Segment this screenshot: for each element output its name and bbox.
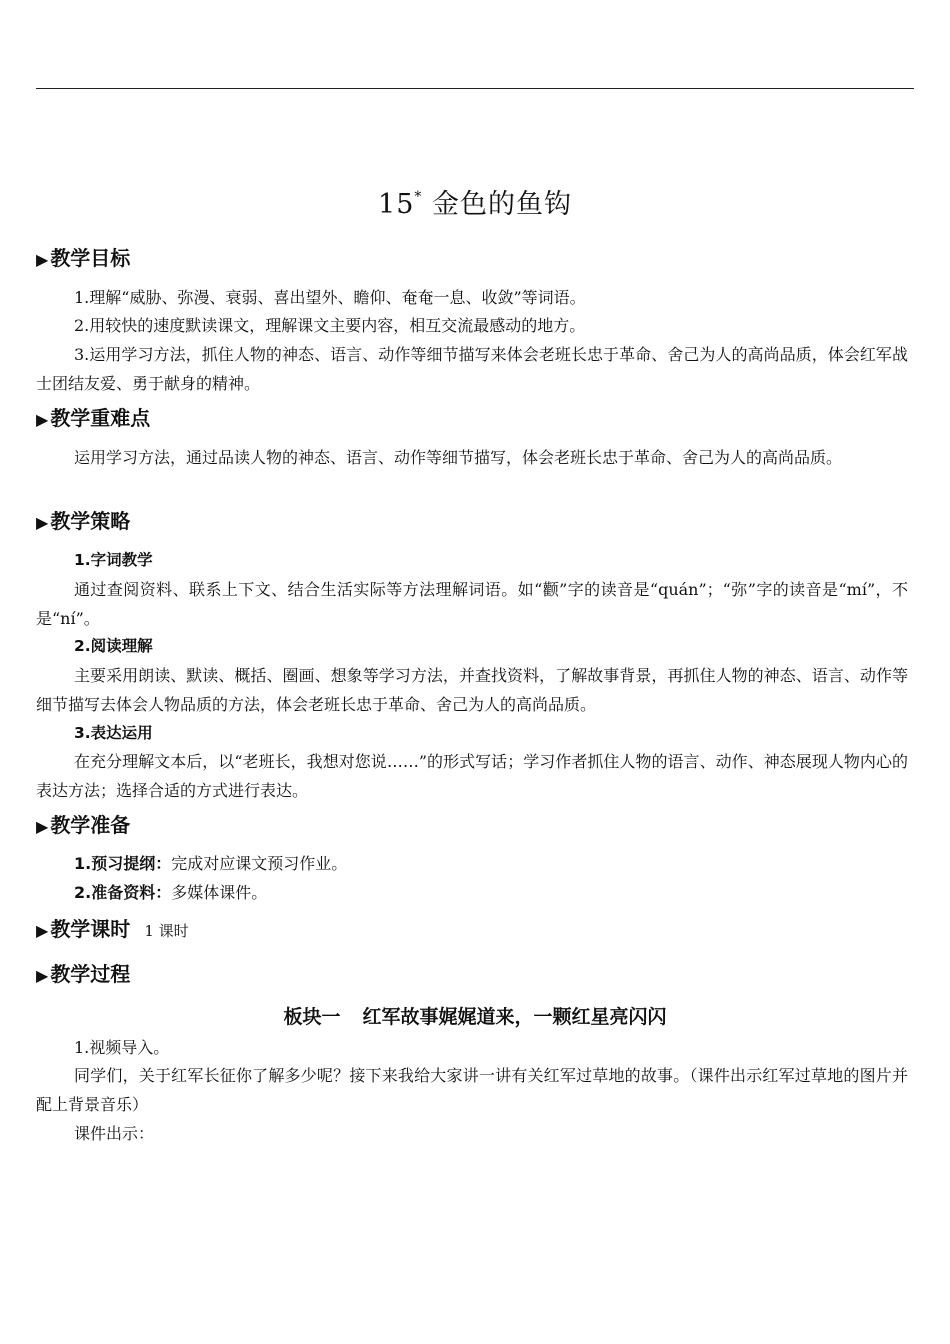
strategy-text-1: 通过查阅资料、联系上下文、结合生活实际等方法理解词语。如“颧”字的读音是“quán”；“弥”字的读音是“mí”，不是“ní”。 [36,580,908,628]
key-points-text: 运用学习方法，通过品读人物的神态、语言、动作等细节描写，体会老班长忠于革命、舍己为人的高尚品质。 [74,448,843,467]
lesson-mark: * [414,189,423,205]
prep-item-1: 1.预习提纲：完成对应课文预习作业。 [74,854,348,873]
triangle-icon: ▶ [36,410,49,429]
block-heading: 板块一 红军故事娓娓道来，一颗红星亮闪闪 [283,1006,667,1028]
prep-item-2: 2.准备资料：多媒体课件。 [74,883,268,902]
triangle-icon: ▶ [36,921,49,940]
goal-item-1: 1.理解“威胁、弥漫、衰弱、喜出望外、瞻仰、奄奄一息、收敛”等词语。 [74,288,586,307]
triangle-icon: ▶ [36,513,49,532]
triangle-icon: ▶ [36,966,49,985]
section-heading-hours: ▶ 教学课时 1 课时 [36,917,189,941]
section-heading-process: ▶ 教学过程 [36,962,131,986]
process-paragraph-1: 1.视频导入。 [74,1038,170,1057]
section-heading-key-points: ▶ 教学重难点 [36,406,151,430]
triangle-icon: ▶ [36,817,49,836]
section-heading-preparation: ▶ 教学准备 [36,813,131,837]
page-title [0,182,950,221]
strategy-text-3: 在充分理解文本后，以“老班长，我想对您说……”的形式写话；学习作者抓住人物的语言、动作、神态展现人物内心的表达方法；选择合适的方式进行表达。 [36,752,908,800]
lesson-number: 15 [378,189,415,220]
strategy-title-2: 2.阅读理解 [74,637,153,655]
process-paragraph-3: 课件出示： [74,1124,155,1143]
goal-item-3: 3.运用学习方法，抓住人物的神态、语言、动作等细节描写来体会老班长忠于革命、舍己为人的高尚品质，体会红军战士团结友爱、勇于献身的精神。 [36,345,908,393]
process-paragraph-2: 同学们，关于红军长征你了解多少呢？接下来我给大家讲一讲有关红军过草地的故事。（课件出示红军过草地的图片并配上背景音乐） [36,1066,908,1114]
triangle-icon: ▶ [36,250,49,269]
section-heading-strategy: ▶ 教学策略 [36,509,131,533]
strategy-title-3: 3.表达运用 [74,724,153,742]
goal-item-2: 2.用较快的速度默读课文，理解课文主要内容，相互交流最感动的地方。 [74,316,586,335]
strategy-title-1: 1.字词教学 [74,551,153,569]
section-heading-goals: ▶ 教学目标 [36,246,131,270]
lesson-title: 金色的鱼钩 [431,189,572,220]
hours-value: 1 课时 [144,922,189,940]
header-rule [36,88,914,89]
strategy-text-2: 主要采用朗读、默读、概括、圈画、想象等学习方法，并查找资料，了解故事背景，再抓住人物的神态、语言、动作等细节描写去体会人物品质的方法，体会老班长忠于革命、舍己为人的高尚品质。 [36,666,908,714]
